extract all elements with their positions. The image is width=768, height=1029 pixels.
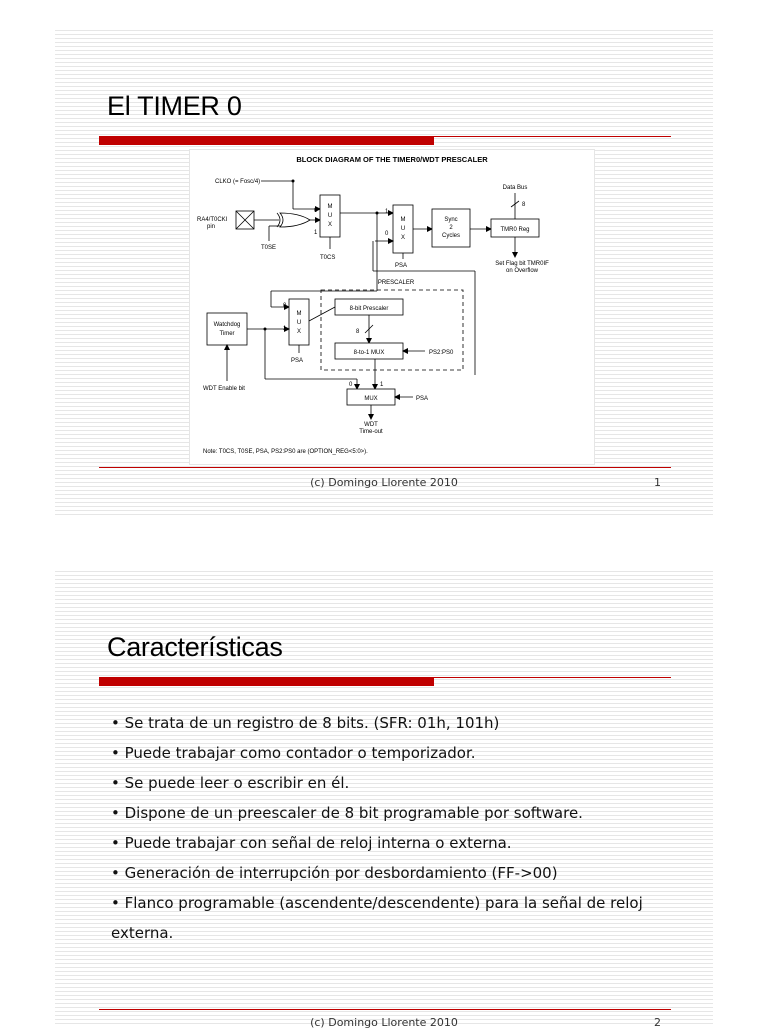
svg-text:1: 1 <box>380 382 384 388</box>
footer-credit: (c) Domingo Llorente 2010 <box>310 476 458 489</box>
ra4-pin-label-2: pin <box>207 224 216 230</box>
svg-text:U: U <box>400 226 406 232</box>
footer-rule <box>99 467 671 468</box>
svg-text:0: 0 <box>385 231 389 237</box>
svg-text:X: X <box>296 329 302 335</box>
list-item: • Puede trabajar con señal de reloj interna o externa. <box>111 834 512 852</box>
svg-text:X: X <box>327 222 333 228</box>
t0cs-label: T0CS <box>320 255 336 261</box>
watchdog-timer-box <box>207 313 247 345</box>
svg-text:U: U <box>327 213 333 219</box>
set-flag-label-1: Set Flag bit TMR0IF <box>495 261 549 267</box>
list-item: • Flanco programable (ascendente/descendente) para la señal de reloj externa. <box>111 894 643 942</box>
list-item: • Dispone de un preescaler de 8 bit programable por software. <box>111 804 583 822</box>
svg-text:M: M <box>296 311 302 317</box>
data-bus-label: Data Bus <box>502 185 528 191</box>
slide-1 <box>55 27 713 515</box>
ra4-pin-label-1: RA4/T0CKI <box>197 217 228 223</box>
svg-text:U: U <box>296 320 302 326</box>
footer-rule <box>99 1009 671 1010</box>
set-flag-label-2: on Overflow <box>505 268 539 274</box>
svg-text:1: 1 <box>385 209 389 215</box>
wdt-timeout-label-2: Time-out <box>359 429 383 435</box>
svg-text:0: 0 <box>349 382 353 388</box>
diagram-heading: BLOCK DIAGRAM OF THE TIMER0/WDT PRESCALER <box>296 155 488 164</box>
svg-text:Watchdog: Watchdog <box>213 322 241 328</box>
wdt-enable-label: WDT Enable bit <box>203 386 245 392</box>
psa-label-3: PSA <box>416 396 429 402</box>
svg-text:8: 8 <box>522 202 526 208</box>
list-item: • Se puede leer o escribir en él. <box>111 774 350 792</box>
svg-text:M: M <box>400 217 406 223</box>
svg-text:0: 0 <box>314 208 318 214</box>
t0se-label: T0SE <box>261 245 277 251</box>
svg-text:MUX: MUX <box>364 396 378 402</box>
svg-text:Cycles: Cycles <box>441 233 461 239</box>
wdt-timeout-label-1: WDT <box>364 422 378 428</box>
title-underline-thick <box>99 137 434 145</box>
svg-text:1: 1 <box>283 326 287 332</box>
page-number: 2 <box>654 1016 661 1029</box>
slide-title: El TIMER 0 <box>107 91 242 121</box>
xor-gate <box>280 213 310 227</box>
page-number: 1 <box>654 476 661 489</box>
psa-label-1: PSA <box>395 263 408 269</box>
svg-text:8-bit Prescaler: 8-bit Prescaler <box>349 306 389 312</box>
list-item: • Se trata de un registro de 8 bits. (SFR: 01h, 101h) <box>111 714 500 732</box>
title-underline-thick <box>99 678 434 686</box>
list-item: • Puede trabajar como contador o temporizador. <box>111 744 476 762</box>
svg-text:TMR0 Reg: TMR0 Reg <box>500 227 530 233</box>
svg-text:1: 1 <box>314 230 318 236</box>
ps2ps0-label: PS2:PS0 <box>429 350 454 356</box>
svg-text:8: 8 <box>356 329 360 335</box>
feature-list <box>111 708 671 948</box>
svg-text:2: 2 <box>449 225 453 231</box>
slide-2 <box>55 568 713 1029</box>
psa-label-2: PSA <box>291 358 304 364</box>
clko-label: CLKO (= Fosc/4) <box>215 179 261 185</box>
diagram-note: Note: T0CS, T0SE, PSA, PS2:PS0 are (OPTION_REG<5:0>). <box>203 449 368 455</box>
svg-text:Timer: Timer <box>219 331 235 337</box>
block-diagram <box>189 149 595 465</box>
slide-title: Características <box>107 632 283 662</box>
footer-credit: (c) Domingo Llorente 2010 <box>310 1016 458 1029</box>
block-diagram-svg <box>189 149 595 465</box>
svg-text:8-to-1 MUX: 8-to-1 MUX <box>353 350 385 356</box>
prescaler-label: PRESCALER <box>377 280 415 286</box>
svg-text:M: M <box>327 204 333 210</box>
svg-text:0: 0 <box>283 303 287 309</box>
svg-text:Sync: Sync <box>444 217 458 223</box>
list-item: • Generación de interrupción por desbordamiento (FF->00) <box>111 864 558 882</box>
svg-text:X: X <box>400 235 406 241</box>
